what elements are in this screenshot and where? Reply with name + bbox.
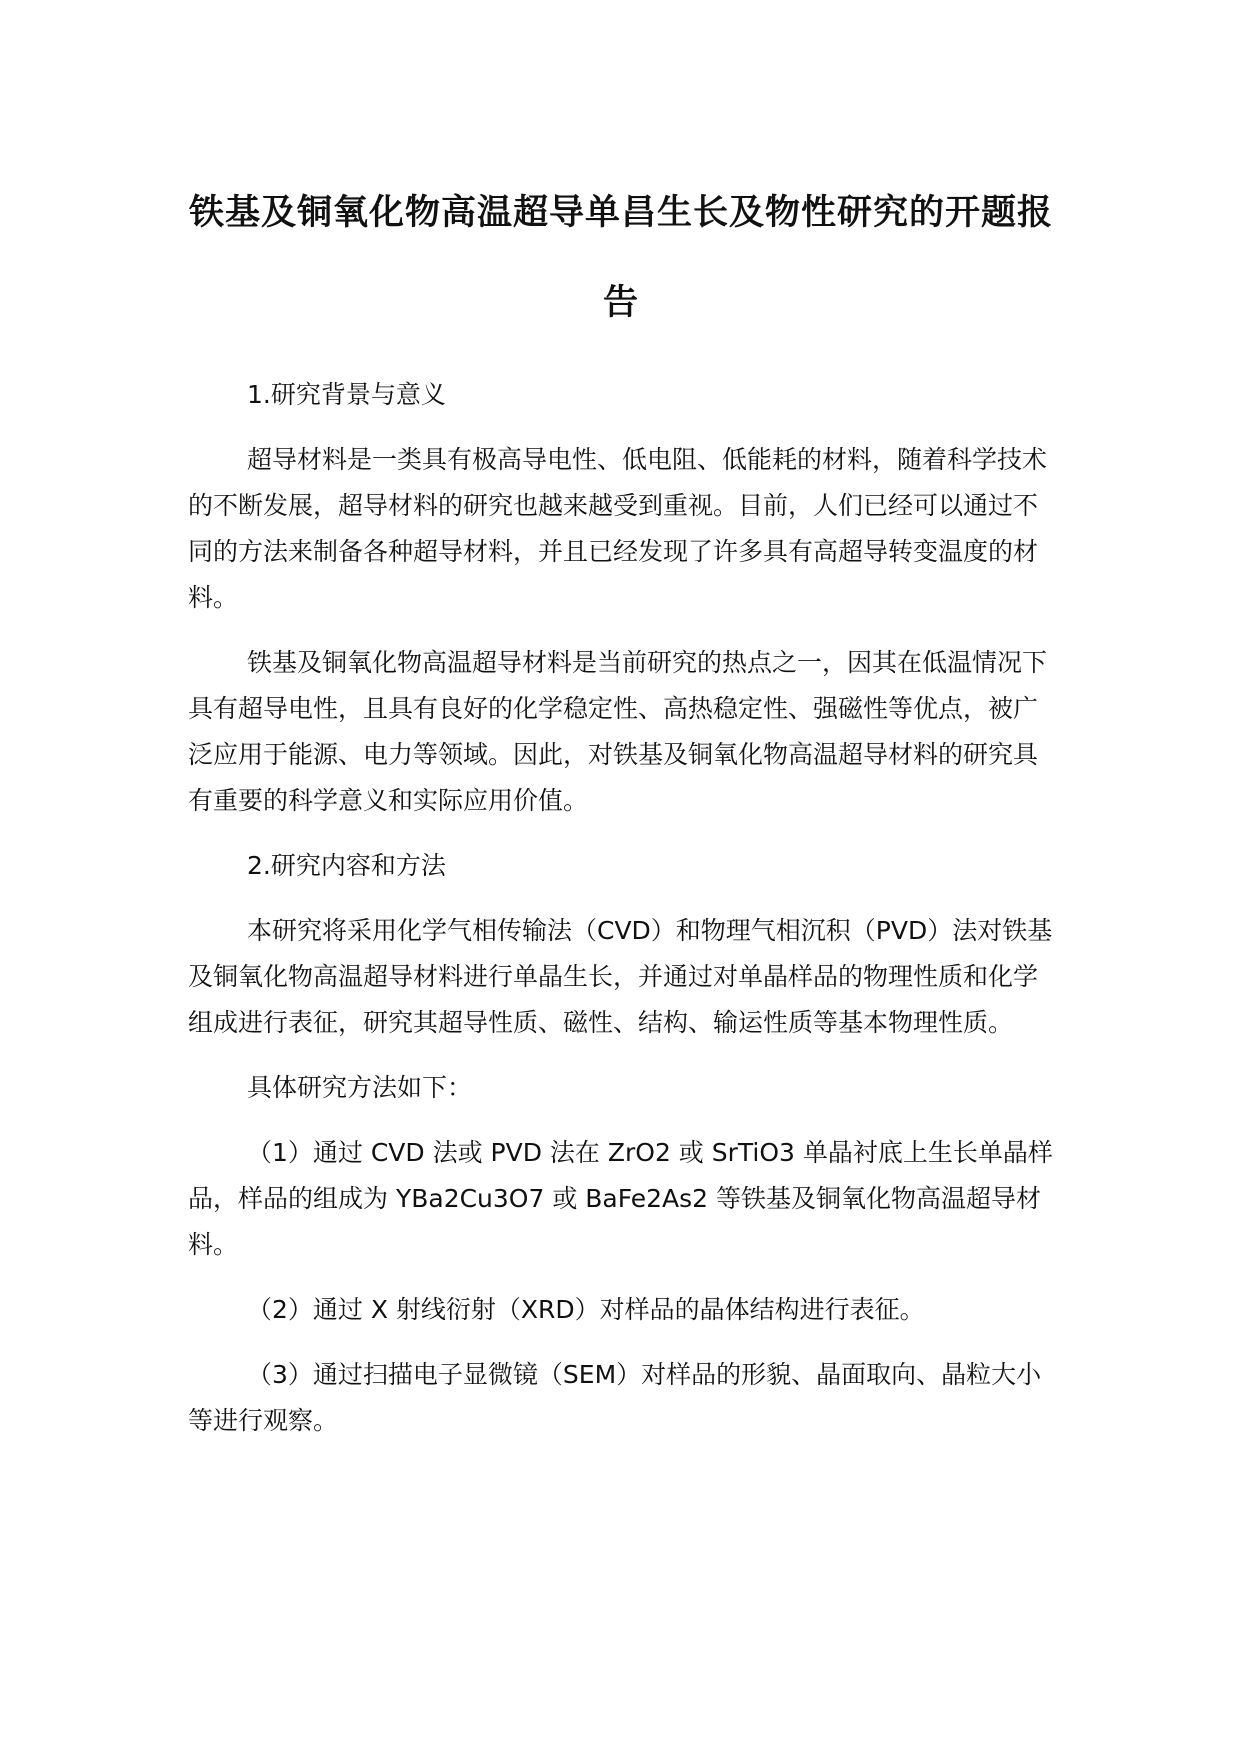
section-heading-methods: 2.研究内容和方法 xyxy=(247,851,446,880)
paragraph-superconductor-intro: 超导材料是一类具有极高导电性、低电阻、低能耗的材料，随着科学技术的不断发展，超导材料的研究也越来越受到重视。目前，人们已经可以通过不同的方法来制备各种超导材料，并且已经发现了许多具有高超导转变温度的材料。 xyxy=(188,445,1048,612)
list-item-method-1: （1）通过 CVD 法或 PVD 法在 ZrO2 或 SrTiO3 单晶衬底上生长单晶样品，样品的组成为 YBa2Cu3O7 或 BaFe2As2 等铁基及铜氧化物高温超导材料。 xyxy=(188,1138,1053,1259)
list-item-method-3: （3）通过扫描电子显微镜（SEM）对样品的形貌、晶面取向、晶粒大小等进行观察。 xyxy=(188,1360,1042,1435)
paragraph-research-plan: 本研究将采用化学气相传输法（CVD）和物理气相沉积（PVD）法对铁基及铜氧化物高温超导材料进行单晶生长，并通过对单晶样品的物理性质和化学组成进行表征，研究其超导性质、磁性、结构、输运性质等基本物理性质。 xyxy=(188,916,1053,1037)
section-heading-background: 1.研究背景与意义 xyxy=(247,380,446,409)
paragraph-iron-copper-materials: 铁基及铜氧化物高温超导材料是当前研究的热点之一，因其在低温情况下具有超导电性，且具有良好的化学稳定性、高热稳定性、强磁性等优点，被广泛应用于能源、电力等领域。因此，对铁基及铜氧化物高温超导材料的研究具有重要的科学意义和实际应用价值。 xyxy=(188,648,1048,815)
document-title: 铁基及铜氧化物高温超导单昌生长及物性研究的开题报告 xyxy=(188,193,1053,323)
document-body xyxy=(188,372,1054,1463)
list-item-method-2: （2）通过 X 射线衍射（XRD）对样品的晶体结构进行表征。 xyxy=(247,1295,925,1324)
paragraph-methods-intro: 具体研究方法如下： xyxy=(247,1073,473,1102)
